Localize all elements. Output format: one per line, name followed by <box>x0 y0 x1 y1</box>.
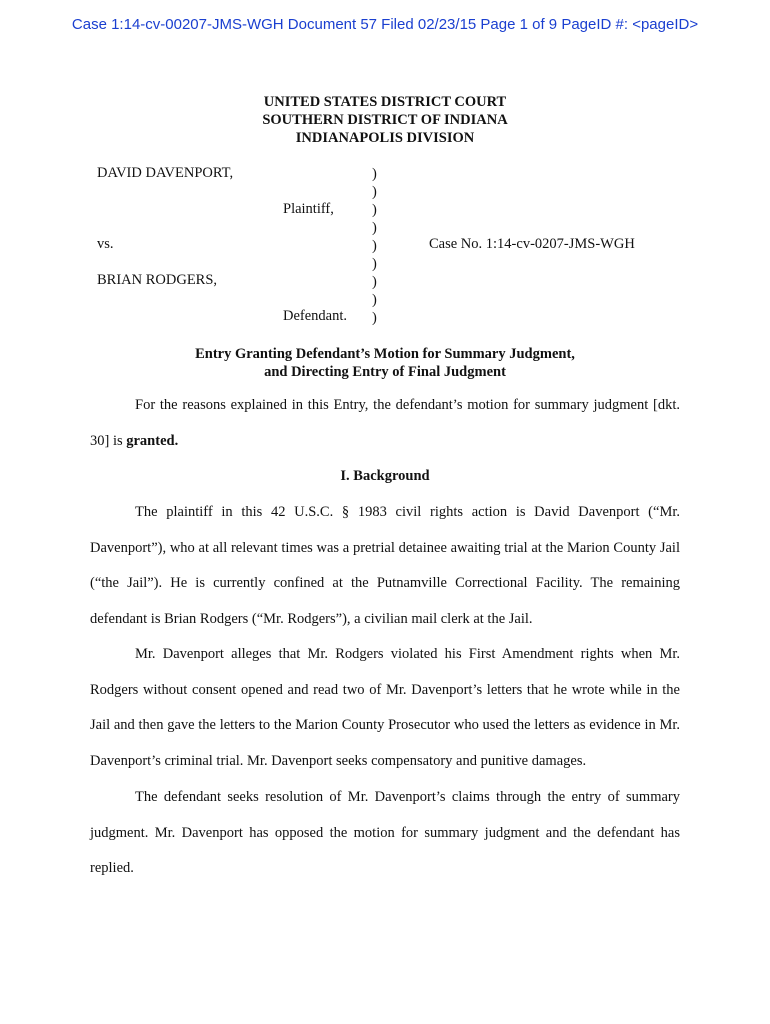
plaintiff-name: DAVID DAVENPORT, <box>97 165 234 181</box>
section-heading-background: I. Background <box>340 468 430 484</box>
court-name: UNITED STATES DISTRICT COURT <box>263 94 507 110</box>
paragraph-text: The defendant seeks resolution of Mr. Davenport’s claims through the entry of summary judgment. Mr. Davenport has opposed the motion for summary judgment and the defendant has replied. <box>90 789 680 877</box>
caption-paren: ) <box>372 184 377 200</box>
intro-paragraph <box>90 388 680 459</box>
body-paragraph <box>90 780 680 887</box>
court-heading <box>0 93 770 147</box>
caption-paren: ) <box>372 220 377 236</box>
caption-paren: ) <box>372 274 377 290</box>
caption-paren: ) <box>372 202 377 218</box>
body-paragraph <box>90 637 680 779</box>
court-division: INDIANAPOLIS DIVISION <box>295 130 475 146</box>
caption-paren: ) <box>372 256 377 272</box>
caption-paren: ) <box>372 292 377 308</box>
entry-title-line1: Entry Granting Defendant’s Motion for Summary Judgment, <box>195 346 575 362</box>
paragraph-text: Mr. Davenport alleges that Mr. Rodgers violated his First Amendment rights when Mr. Rodgers without consent opened and read two of Mr. Davenport’s letters that he wrote while in the Jail and then gave the letters to the Marion County Prosecutor who used the letters as evidence in Mr. Davenport’s criminal trial. Mr. Davenport seeks compensatory and punitive damages. <box>90 646 680 769</box>
document-header-stamp: Case 1:14-cv-00207-JMS-WGH Document 57 Filed 02/23/15 Page 1 of 9 PageID #: <pageID> <box>71 16 699 33</box>
case-number: Case No. 1:14-cv-0207-JMS-WGH <box>429 236 635 252</box>
caption-paren-column <box>372 165 377 327</box>
caption-paren: ) <box>372 238 377 254</box>
caption-paren: ) <box>372 310 377 326</box>
paragraph-text: The plaintiff in this 42 U.S.C. § 1983 civil rights action is David Davenport (“Mr. Davenport”), who at all relevant times was a pretrial detainee awaiting trial at the Marion County Jail (“the Jail”). He is currently confined at the Putnamville Correctional Facility. The remaining defendant is Brian Rodgers (“Mr. Rodgers”), a civilian mail clerk at the Jail. <box>90 504 680 627</box>
entry-title-line2: and Directing Entry of Final Judgment <box>264 364 506 380</box>
plaintiff-label: Plaintiff, <box>283 201 334 217</box>
body-paragraph <box>90 495 680 637</box>
intro-text: For the reasons explained in this Entry, the defendant’s motion for summary judgment [dkt. 30] is <box>90 397 680 449</box>
defendant-name: BRIAN RODGERS, <box>97 272 218 288</box>
entry-title <box>0 345 770 381</box>
court-district: SOUTHERN DISTRICT OF INDIANA <box>262 112 508 128</box>
defendant-label: Defendant. <box>283 308 348 324</box>
versus-label: vs. <box>97 236 114 252</box>
caption-paren: ) <box>372 166 377 182</box>
intro-ruling: granted. <box>126 432 179 449</box>
